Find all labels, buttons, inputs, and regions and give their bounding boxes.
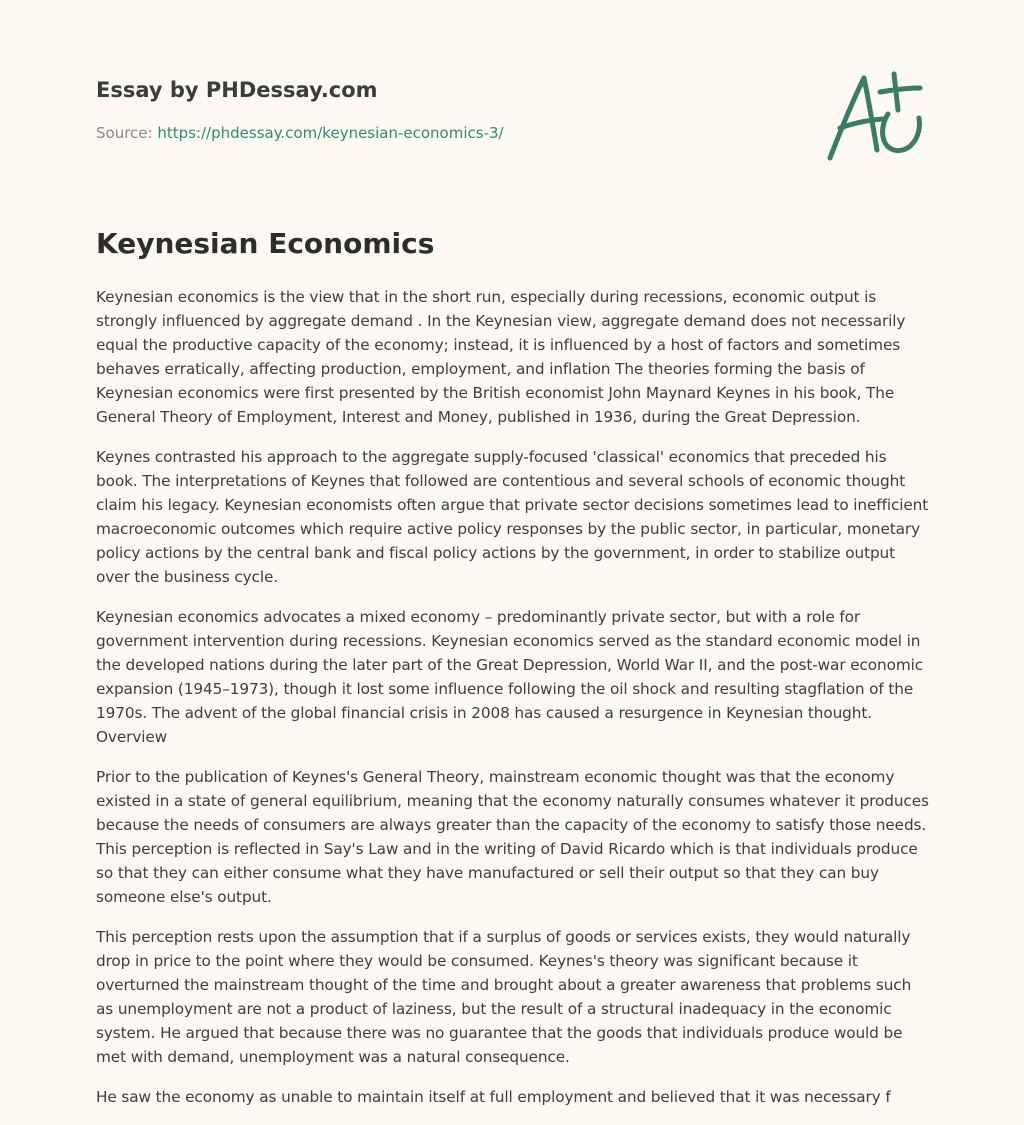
site-header [96, 76, 378, 104]
essay-paragraph: Prior to the publication of Keynes's General Theory, mainstream economic thought was that the economy existed in a state of general equilibrium, meaning that the economy naturally consumes whatever it produces because the needs of consumers are always greater than the capacity of the economy to satisfy those needs. This perception is reflected in Say's Law and in the writing of David Ricardo which is that individuals produce so that they can either consume what they have manufactured or sell their output so that they can buy someone else's output. [96, 768, 929, 906]
essay-title: Keynesian Economics [96, 227, 435, 260]
source-line [96, 123, 504, 143]
essay-body [96, 285, 930, 1125]
essay-paragraph: This perception rests upon the assumption that if a surplus of goods or services exists, they would naturally drop in price to the point where they would be consumed. Keynes's theory was significant because it overturned the mainstream thought of the time and brought about a greater awareness that problems such as unemployment are not a product of laziness, but the result of a structural inadequacy in the economic system. He argued that because there was no guarantee that the goods that individuals produce would be met with demand, unemployment was a natural consequence. [96, 928, 912, 1066]
source-label: Source: [96, 124, 158, 142]
essay-paragraph: Keynesian economics is the view that in the short run, especially during recessions, economic output is strongly influenced by aggregate demand . In the Keynesian view, aggregate demand does not necessarily equal the productive capacity of the economy; instead, it is influenced by a host of factors and sometimes behaves erratically, affecting production, employment, and inflation The theories forming the basis of Keynesian economics were first presented by the British economist John Maynard Keynes in his book, The General Theory of Employment, Interest and Money, published in 1936, during the Great Depression. [96, 288, 906, 426]
essay-paragraph: He saw the economy as unable to maintain itself at full employment and believed that it was necessary f [96, 1088, 891, 1106]
source-link[interactable]: https://phdessay.com/keynesian-economics-3/ [157, 124, 504, 142]
essay-paragraph: Keynesian economics advocates a mixed economy – predominantly private sector, but with a role for government intervention during recessions. Keynesian economics served as the standard economic model in the developed nations during the later part of the Great Depression, World War II, and the post-war economic expansion (1945–1973), though it lost some influence following the oil shock and resulting stagflation of the 1970s. The advent of the global financial crisis in 2008 has caused a resurgence in Keynesian thought. Overview [96, 608, 924, 746]
a-plus-logo-icon [822, 66, 932, 166]
site-title: Essay by PHDessay.com [96, 78, 378, 102]
essay-paragraph: Keynes contrasted his approach to the aggregate supply-focused 'classical' economics that preceded his book. The interpretations of Keynes that followed are contentious and several schools of economic thought claim his legacy. Keynesian economists often argue that private sector decisions sometimes lead to inefficient macroeconomic outcomes which require active policy responses by the public sector, in particular, monetary policy actions by the central bank and fiscal policy actions by the government, in order to stabilize output over the business cycle. [96, 448, 929, 586]
